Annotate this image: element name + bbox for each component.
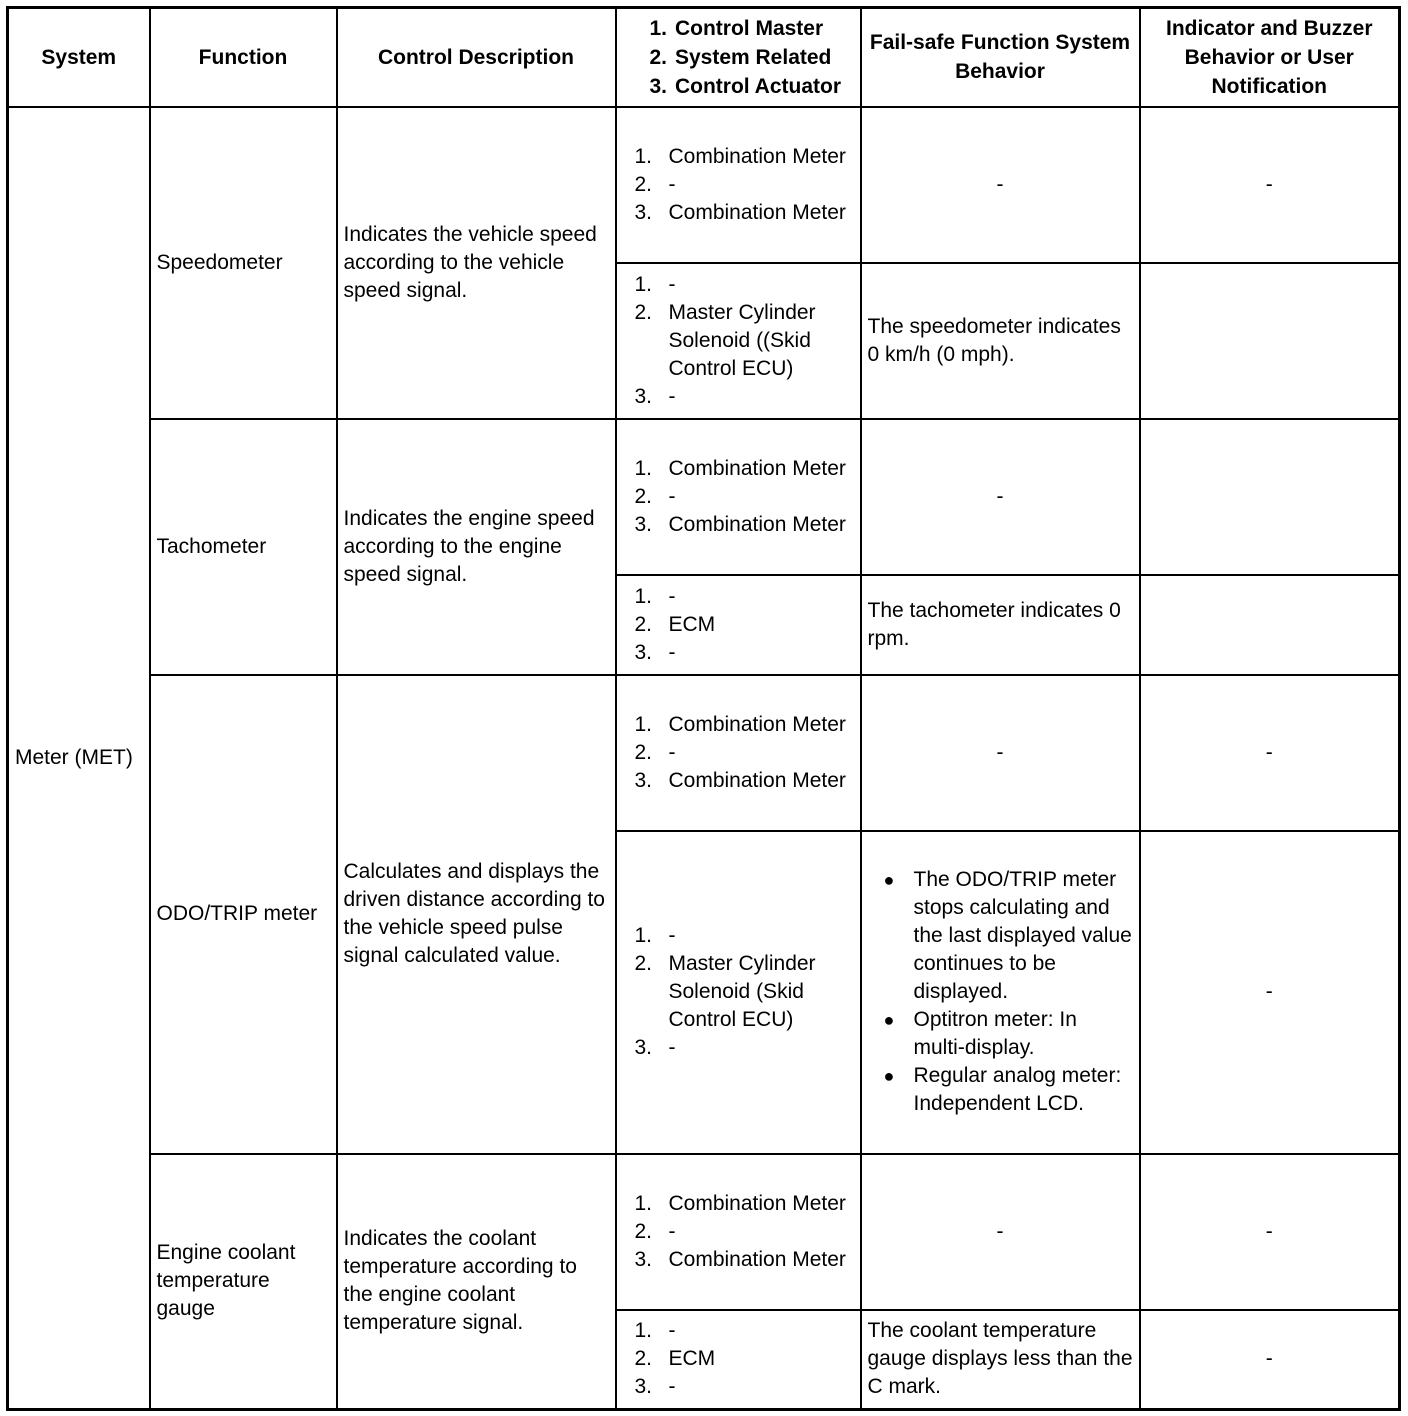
- indicator-cell: -: [1140, 1310, 1400, 1410]
- control-cell: 1. - 2. Master Cylinder Solenoid (Skid Control ECU) 3. -: [616, 831, 861, 1154]
- header-control-description: Control Description: [337, 8, 616, 107]
- failsafe-cell: -: [861, 107, 1140, 263]
- function-cell: ODO/TRIP meter: [150, 675, 337, 1154]
- fail-safe-table: [6, 6, 1401, 1411]
- bullet-icon: ●: [883, 1066, 895, 1086]
- failsafe-bullet-list: [868, 866, 1133, 1118]
- indicator-cell: [1140, 263, 1400, 419]
- failsafe-cell: The tachometer indicates 0 rpm.: [861, 575, 1140, 675]
- failsafe-cell: -: [861, 675, 1140, 831]
- table-row: [8, 675, 1400, 831]
- failsafe-cell: The coolant temperature gauge displays less than the C mark.: [861, 1310, 1140, 1410]
- header-control-item: 1. Control Master: [649, 16, 824, 40]
- list-item: ● The ODO/TRIP meter stops calculating and the last displayed value continues to be displayed.: [884, 866, 1133, 1006]
- control-cell: 1. Combination Meter 2. - 3. Combination Meter: [616, 675, 861, 831]
- indicator-cell: -: [1140, 1154, 1400, 1310]
- description-cell: Calculates and displays the driven distance according to the vehicle speed pulse signal calculated value.: [337, 675, 616, 1154]
- failsafe-cell: -: [861, 419, 1140, 575]
- table-row: [8, 419, 1400, 575]
- control-cell: 1. - 2. Master Cylinder Solenoid ((Skid Control ECU) 3. -: [616, 263, 861, 419]
- indicator-cell: [1140, 575, 1400, 675]
- description-cell: Indicates the coolant temperature according to the engine coolant temperature signal.: [337, 1154, 616, 1410]
- indicator-cell: -: [1140, 831, 1400, 1154]
- function-cell: Speedometer: [150, 107, 337, 419]
- function-cell: Tachometer: [150, 419, 337, 675]
- table-row: [8, 1154, 1400, 1310]
- list-item: ● Regular analog meter: Independent LCD.: [884, 1062, 1133, 1118]
- description-cell: Indicates the engine speed according to the engine speed signal.: [337, 419, 616, 675]
- header-failsafe: Fail-safe Function System Behavior: [861, 8, 1140, 107]
- failsafe-cell: [861, 831, 1140, 1154]
- list-item: ● Optitron meter: In multi-display.: [884, 1006, 1133, 1062]
- indicator-cell: -: [1140, 107, 1400, 263]
- header-control: [616, 8, 861, 107]
- header-system: System: [8, 8, 150, 107]
- system-cell: Meter (MET): [8, 107, 150, 1410]
- description-cell: Indicates the vehicle speed according to the vehicle speed signal.: [337, 107, 616, 419]
- failsafe-cell: The speedometer indicates 0 km/h (0 mph).: [861, 263, 1140, 419]
- function-cell: Engine coolant temperature gauge: [150, 1154, 337, 1410]
- header-control-list: [635, 14, 841, 101]
- table-row: [8, 107, 1400, 263]
- control-cell: 1. - 2. ECM 3. -: [616, 575, 861, 675]
- header-indicator: Indicator and Buzzer Behavior or User Notification: [1140, 8, 1400, 107]
- bullet-icon: ●: [883, 1010, 895, 1030]
- control-cell: 1. Combination Meter 2. - 3. Combination Meter: [616, 1154, 861, 1310]
- indicator-cell: -: [1140, 675, 1400, 831]
- header-control-item: 3. Control Actuator: [649, 74, 842, 98]
- control-cell: 1. Combination Meter 2. - 3. Combination Meter: [616, 107, 861, 263]
- bullet-icon: ●: [883, 870, 895, 890]
- indicator-cell: [1140, 419, 1400, 575]
- failsafe-cell: -: [861, 1154, 1140, 1310]
- control-cell: 1. - 2. ECM 3. -: [616, 1310, 861, 1410]
- header-row: [8, 8, 1400, 107]
- control-cell: 1. Combination Meter 2. - 3. Combination Meter: [616, 419, 861, 575]
- header-function: Function: [150, 8, 337, 107]
- header-control-item: 2. System Related: [649, 45, 832, 69]
